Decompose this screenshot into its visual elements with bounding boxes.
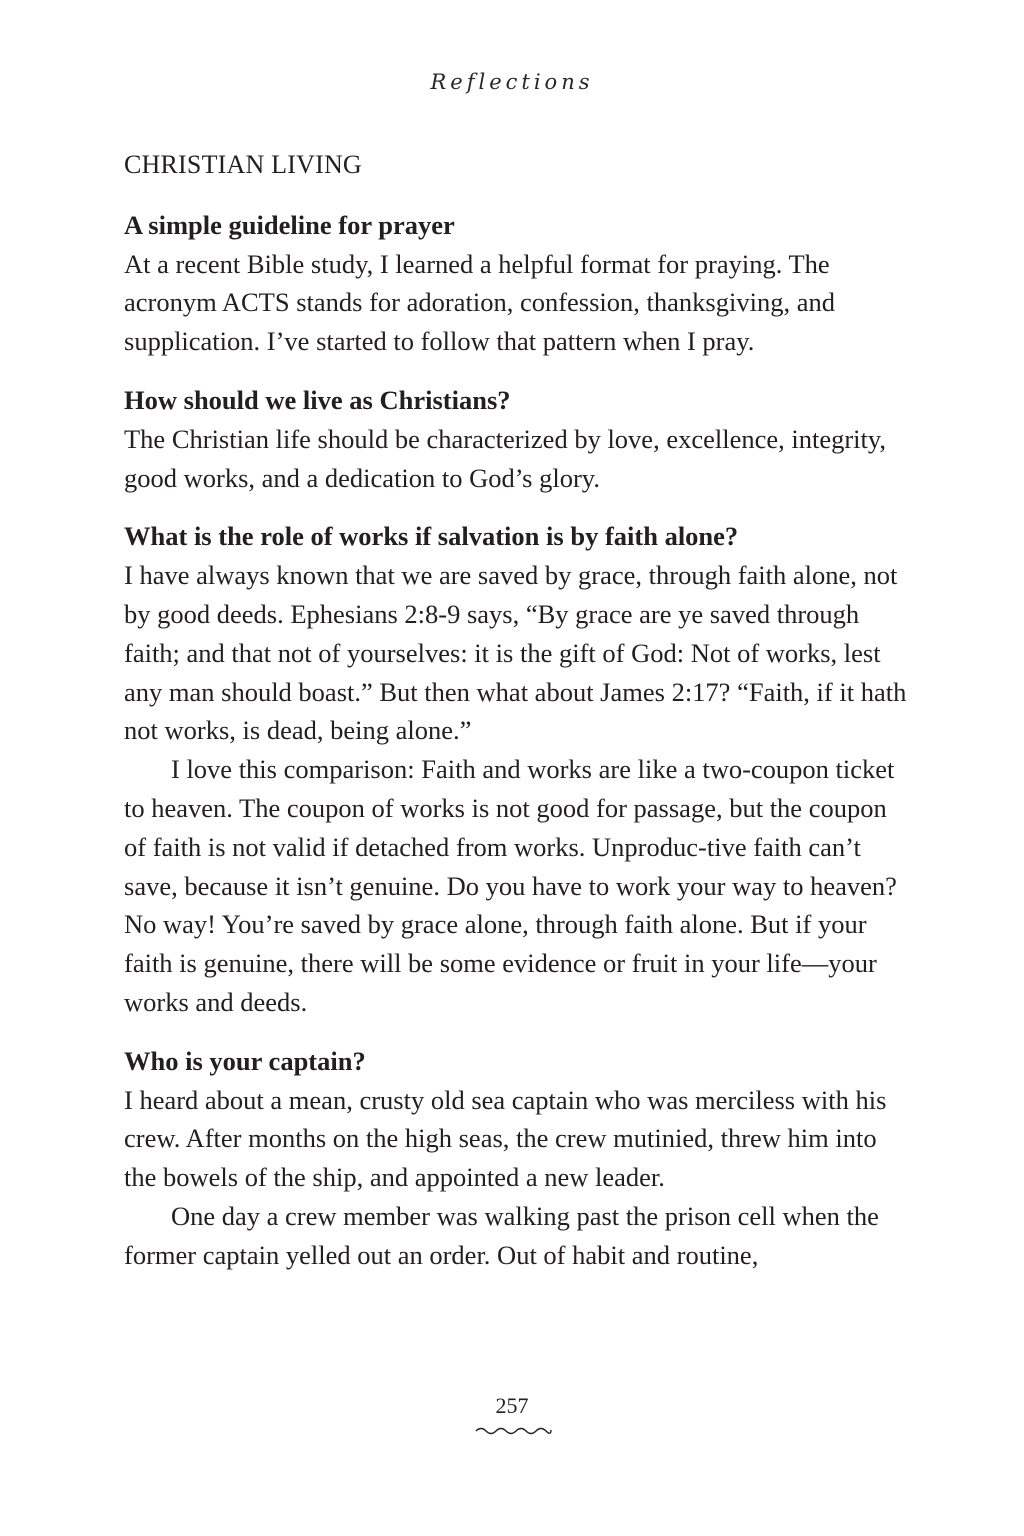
page-number: 257: [495, 1393, 529, 1418]
entry-paragraph: I love this comparison: Faith and works are like a two-coupon ticket to heaven. The coupon of works is not good for passage, but the coupon of faith is not valid if detached from works. Unproduc-tive faith can’t save, because it isn’t genuine. Do you have to work your way to heaven? No way! You’re saved by grace alone, through faith alone. But if your faith is genuine, there will be some evidence or fruit in your life—your works and deeds.: [124, 754, 897, 1017]
entry-paragraph: One day a crew member was walking past the prison cell when the former captain yelled out an order. Out of habit and routine,: [124, 1200, 879, 1270]
entry-heading: How should we live as Christians?: [124, 384, 511, 415]
entry-faith-and-works: [124, 517, 914, 1021]
entry-paragraph: I have always known that we are saved by grace, through faith alone, not by good deeds. Ephesians 2:8-9 says, “By grace are ye saved through faith; and that not of yourselves: it is the gift of God: Not of works, lest any man should boast.” But then what about James 2:17? “Faith, if it hath not works, is dead, being alone.”: [124, 560, 907, 746]
entry-heading: Who is your captain?: [124, 1045, 366, 1076]
entry-your-captain: [124, 1042, 914, 1275]
entry-paragraph: The Christian life should be characterized by love, excellence, integrity, good works, and a dedication to God’s glory.: [124, 423, 887, 493]
entry-heading: A simple guideline for prayer: [124, 209, 455, 240]
entry-paragraph: At a recent Bible study, I learned a helpful format for praying. The acronym ACTS stands for adoration, confession, thanksgiving, and supplication. I’ve started to follow that pattern when I pray.: [124, 248, 835, 357]
entry-paragraph: I heard about a mean, crusty old sea captain who was merciless with his crew. After months on the high seas, the crew mutinied, threw him into the bowels of the ship, and appointed a new leader.: [124, 1084, 887, 1193]
page-body: [124, 146, 914, 1295]
running-head: Reflections: [430, 70, 594, 94]
entry-heading: What is the role of works if salvation is by faith alone?: [124, 521, 739, 552]
entry-prayer-guideline: [124, 206, 914, 361]
entry-christian-life: [124, 381, 914, 497]
chapter-title: CHRISTIAN LIVING: [124, 150, 362, 179]
wave-ornament-icon: [474, 1424, 552, 1438]
